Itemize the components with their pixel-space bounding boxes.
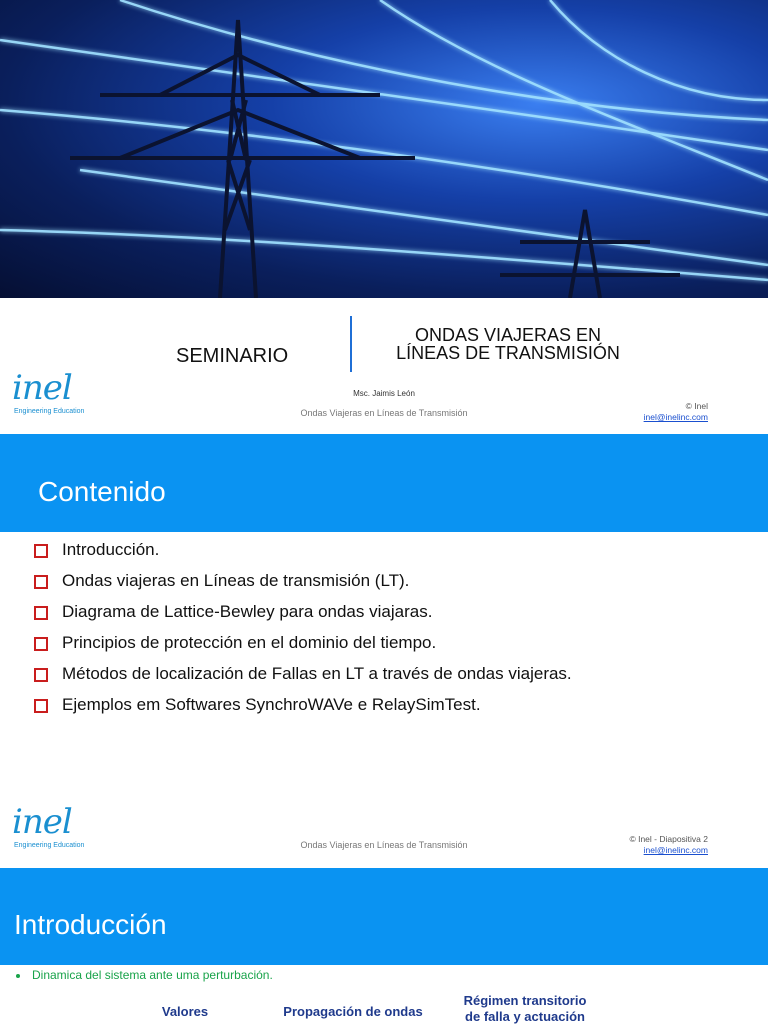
list-item: Diagrama de Lattice-Bewley para ondas viajaras.	[34, 602, 572, 633]
logo-wordmark: inel	[12, 802, 72, 842]
logo-wordmark: inel	[12, 368, 72, 408]
diagram-box-values: Valores	[161, 1004, 209, 1019]
logo-tagline: Engineering Education	[14, 842, 85, 849]
list-item: Principios de protección en el dominio del tiempo.	[34, 633, 572, 664]
author-name: Msc. Jaimis León	[353, 389, 415, 398]
list-item: Métodos de localización de Fallas en LT a través de ondas viajeras.	[34, 664, 572, 695]
contents-list	[34, 540, 572, 726]
checkbox-bullet-icon	[34, 575, 48, 589]
list-item: Ondas viajeras en Líneas de transmisión (LT).	[34, 571, 572, 602]
introduction-slide	[0, 868, 768, 1024]
logo-tagline: Engineering Education	[14, 408, 85, 415]
footer-title: Ondas Viajeras en Líneas de Transmisión	[300, 408, 468, 418]
slide-title	[378, 326, 638, 362]
slide-heading: Contenido	[38, 476, 166, 507]
title-slide	[0, 0, 768, 432]
slide-heading: Introducción	[14, 909, 167, 940]
heading-band	[0, 434, 768, 532]
copyright-text: © Inel	[685, 401, 708, 411]
list-item: Ejemplos em Softwares SynchroWAVe e RelaySimTest.	[34, 695, 572, 726]
seminar-label: SEMINARIO	[176, 345, 289, 367]
email-link[interactable]: inel@inelinc.com	[643, 412, 708, 422]
copyright-text: © Inel - Diapositiva 2	[629, 834, 708, 844]
email-link[interactable]: inel@inelinc.com	[643, 845, 708, 855]
heading-band	[0, 868, 768, 965]
checkbox-bullet-icon	[34, 544, 48, 558]
slide-title-line1: ONDAS VIAJERAS EN	[414, 325, 602, 345]
transmission-tower-illustration	[0, 0, 768, 298]
checkbox-bullet-icon	[34, 637, 48, 651]
footer-credits	[629, 834, 708, 856]
footer-title: Ondas Viajeras en Líneas de Transmisión	[300, 840, 468, 850]
diagram-box-transient-regime: Régimen transitorio de falla y actuación	[463, 993, 587, 1024]
bullet-dot-icon	[16, 974, 20, 978]
contents-slide	[0, 434, 768, 866]
slide-title-line2: LÍNEAS DE TRANSMISIÓN	[396, 343, 620, 363]
list-item: Introducción.	[34, 540, 572, 571]
power-lines-hero-image	[0, 0, 768, 298]
checkbox-bullet-icon	[34, 668, 48, 682]
title-divider	[350, 316, 352, 372]
diagram-box-wave-propagation: Propagación de ondas	[283, 1004, 423, 1019]
checkbox-bullet-icon	[34, 606, 48, 620]
footer-credits	[644, 401, 708, 423]
checkbox-bullet-icon	[34, 699, 48, 713]
bullet-text: Dinamica del sistema ante uma perturbación.	[16, 968, 273, 982]
